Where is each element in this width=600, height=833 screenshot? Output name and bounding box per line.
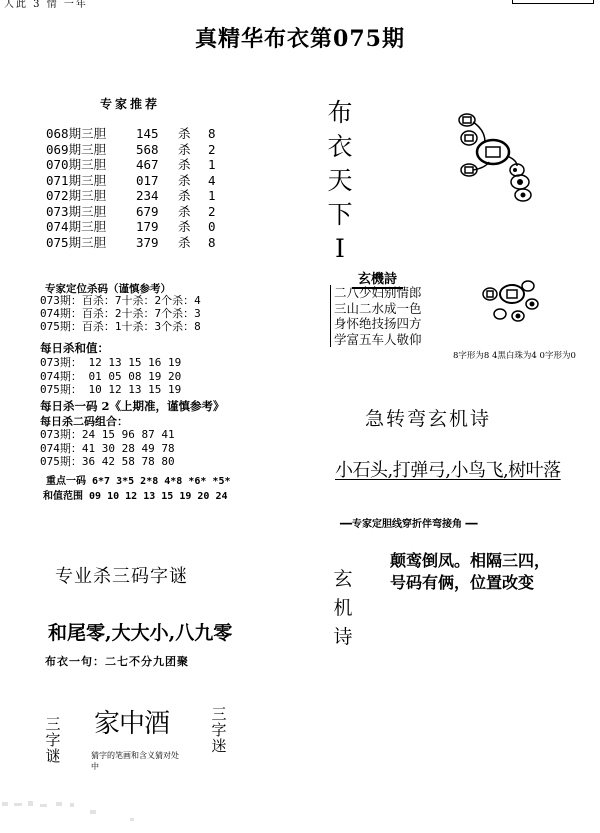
expert-row: [46, 142, 216, 158]
xuanji-poem: [330, 285, 422, 347]
expert-cell: 379: [136, 234, 159, 250]
jzj-note: 猜字的笔画和含义猜对处中: [91, 751, 179, 771]
sha-yima-line: 每日杀一码 2《上期准，谨慎参考》: [40, 399, 225, 413]
expert-cell: 2: [208, 141, 216, 157]
xuan-ji-shi-vertical: [331, 565, 355, 652]
vertical-char: 衣: [327, 132, 353, 161]
vertical-char: 迷: [211, 737, 227, 755]
page-title: 真精华布衣第075期: [195, 26, 405, 52]
expert-cell: 杀: [178, 203, 191, 219]
riddle-line: 布衣一句：二七不分九团聚: [45, 655, 189, 668]
xuanji-line: 身怀绝技扬四方: [334, 316, 422, 331]
expert-cell: 071期三胆: [46, 172, 107, 188]
turn-heading: 急转弯玄机诗: [365, 408, 492, 430]
riddle-title: 专业杀三码字谜: [55, 566, 188, 587]
expert-recommend-heading: 专家推荐: [100, 97, 161, 111]
hezhi-row: 075期： 10 12 13 15 19: [40, 383, 182, 396]
dingwei-row: 074期：百杀：2十杀：7个杀：3: [40, 307, 201, 320]
bu-yi-tian-xia: [325, 96, 355, 266]
faint-noise: [0, 800, 330, 830]
zhongdian-line: 重点一码 6*7 3*5 2*8 4*8 *6* *5*: [46, 476, 231, 487]
vertical-char: 布: [327, 98, 353, 127]
vertical-char: I: [335, 234, 345, 263]
vertical-char: 天: [327, 166, 353, 195]
expert-cell: 467: [136, 157, 159, 172]
pattern-note: 8字形为8 4黑白珠为4 0字形为0: [453, 351, 576, 361]
expert-rows-list: [46, 126, 216, 250]
vertical-char: 机: [333, 597, 353, 619]
expert-cell: 679: [136, 203, 159, 219]
hezhi-heading: 每日杀和值：: [40, 341, 109, 355]
expert-cell: 杀: [178, 141, 191, 157]
vertical-char: 玄: [333, 568, 353, 590]
expert-row: [46, 219, 216, 235]
hezhi-range-line: 和值范围 09 10 12 13 15 19 20 24: [43, 491, 228, 502]
turn-line: 小石头,打弹弓,小鸟飞,树叶落: [335, 460, 561, 481]
hezhi-list: [40, 356, 181, 397]
expert-cell: 234: [136, 188, 159, 203]
expert-cell: 072期三胆: [46, 188, 107, 203]
riddle-text: 和尾零,大大小,八九零: [48, 622, 233, 644]
expert-cell: 8: [208, 126, 216, 141]
expert-cell: 杀: [178, 234, 191, 250]
vertical-char: 三: [211, 705, 227, 723]
expert-cell: 568: [136, 141, 159, 157]
dingwei-row: 073期：百杀：7十杀：2个杀：4: [40, 294, 201, 307]
dingwei-list: [40, 294, 201, 333]
san-zi-mi-right: [211, 706, 227, 754]
expert-row: [46, 173, 216, 189]
dingwei-row: 075期：百杀：1十杀：3个杀：8: [40, 320, 201, 333]
zuhe-list: [40, 428, 175, 469]
expert-cell: 1: [208, 157, 216, 172]
san-zi-mi-left: [45, 716, 61, 764]
coins-small-icon: [478, 272, 558, 332]
xuanji-line: 二八少妇别情郎: [334, 285, 422, 300]
expert-cell: 075期三胆: [46, 234, 107, 250]
poem-lines: [390, 550, 550, 594]
xuanji-line: 学富五车人敬仰: [334, 331, 422, 347]
hezhi-row: 074期： 01 05 08 19 20: [40, 369, 182, 383]
sha-erma-heading: 每日杀二码组合：: [40, 415, 128, 428]
dingwei-heading: 专家定位杀码（谨慎参考）: [45, 283, 171, 295]
jia-zhong-jiu: 家中酒: [94, 709, 170, 739]
expert-cell: 069期三胆: [46, 141, 107, 157]
expert-cell: 068期三胆: [46, 126, 107, 141]
vertical-char: 诗: [333, 626, 353, 648]
expert-cell: 杀: [178, 188, 191, 203]
zuhe-row: 075期：36 42 58 78 80: [40, 455, 175, 468]
expert-row: [46, 204, 216, 220]
coins-icon: [445, 110, 545, 210]
expert-note: ━━专家定胆线穿折伴弯接角 ━━: [340, 519, 478, 530]
expert-cell: 017: [136, 172, 159, 188]
expert-row: [46, 126, 216, 142]
expert-cell: 杀: [178, 157, 191, 172]
expert-row: [46, 235, 216, 251]
expert-cell: 4: [208, 172, 216, 188]
hezhi-row: 073期： 12 13 15 16 19: [40, 356, 182, 369]
xuanji-heading: 玄機詩: [352, 268, 403, 289]
expert-cell: 2: [208, 203, 216, 219]
expert-cell: 0: [208, 219, 216, 234]
expert-cell: 杀: [178, 219, 191, 234]
expert-cell: 070期三胆: [46, 157, 107, 172]
expert-row: [46, 157, 216, 173]
expert-cell: 179: [136, 219, 159, 234]
vertical-char: 下: [327, 200, 353, 229]
top-left-mark: 人此 3 情 一年: [4, 0, 88, 10]
zuhe-row: 073期：24 15 96 87 41: [40, 428, 175, 441]
expert-cell: 1: [208, 188, 216, 203]
vertical-char: 谜: [45, 747, 61, 765]
expert-cell: 杀: [178, 126, 191, 141]
expert-cell: 杀: [178, 172, 191, 188]
top-right-box: [512, 0, 594, 4]
expert-cell: 073期三胆: [46, 203, 107, 219]
expert-cell: 8: [208, 234, 216, 250]
poem-line: 颠鸾倒凤。相隔三四，: [390, 551, 551, 570]
vertical-char: 三: [45, 715, 61, 733]
zuhe-row: 074期：41 30 28 49 78: [40, 441, 175, 455]
expert-cell: 145: [136, 126, 159, 141]
expert-row: [46, 188, 216, 204]
expert-cell: 074期三胆: [46, 219, 107, 234]
poem-line: 号码有俩，位置改变: [390, 573, 535, 592]
vertical-char: 字: [45, 731, 61, 749]
xuanji-line: 三山二水成一色: [334, 300, 422, 316]
vertical-char: 字: [211, 721, 227, 739]
